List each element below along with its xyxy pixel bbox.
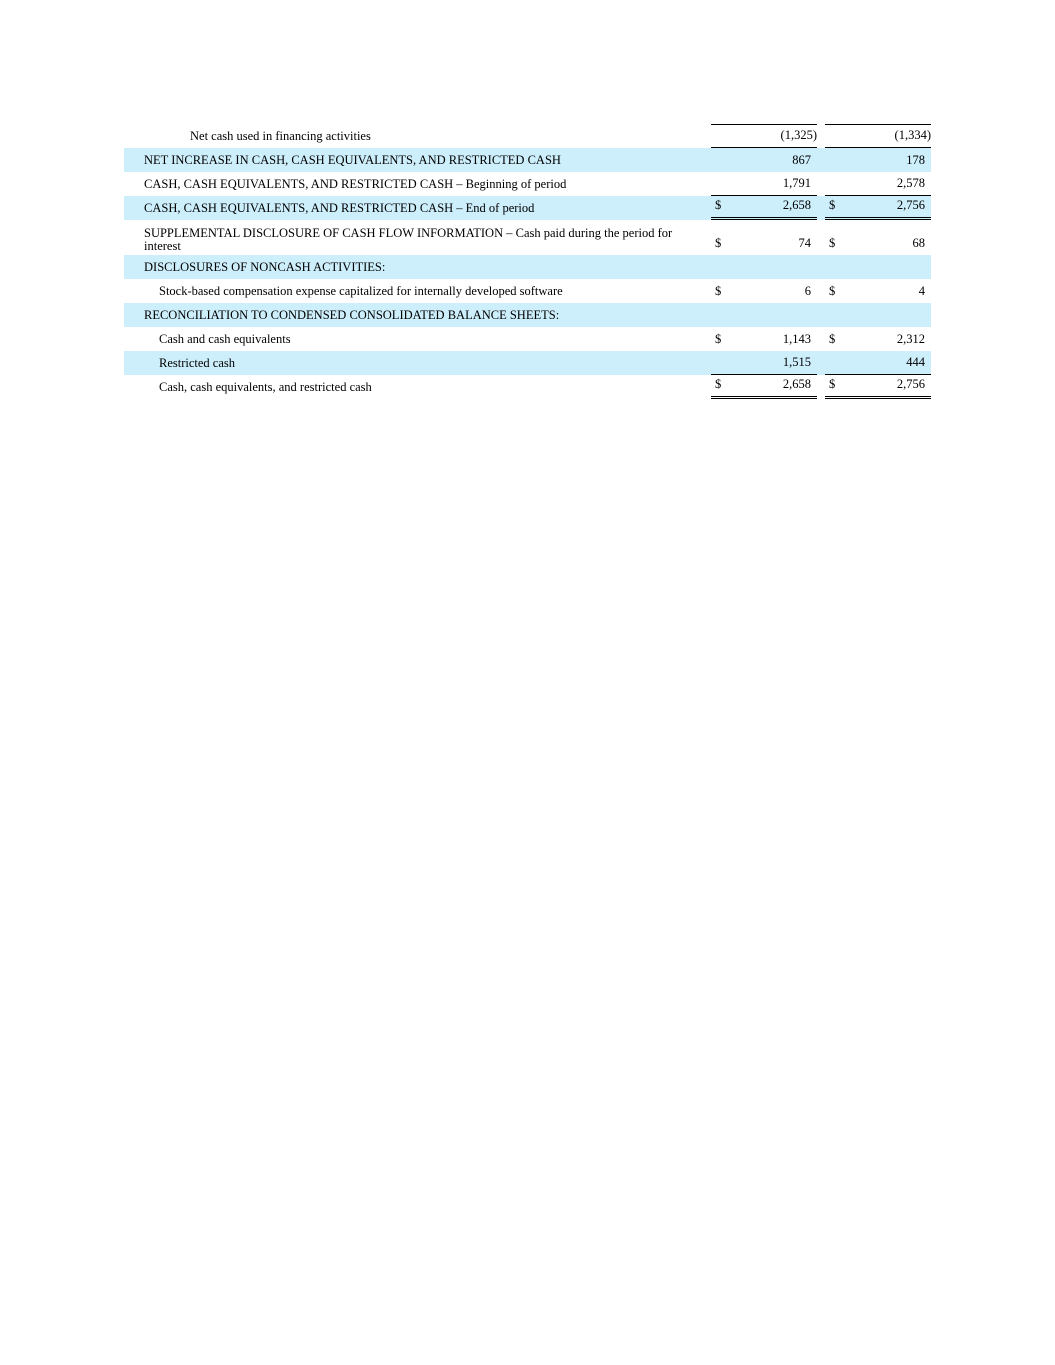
table-row-beginning-of-period: [124, 172, 931, 196]
table-row-net-increase: [124, 148, 931, 172]
row-label: Restricted cash: [159, 356, 236, 370]
table-row-total-cash: [124, 375, 931, 399]
row-value: 2,658: [782, 198, 811, 212]
row-value: 444: [906, 355, 925, 369]
value-cell-current: [711, 196, 817, 220]
currency-symbol: $: [829, 377, 836, 391]
value-cell-prior: [825, 172, 931, 196]
value-cell-current: [711, 279, 817, 303]
currency-symbol: $: [715, 198, 722, 212]
currency-symbol: $: [829, 284, 836, 298]
row-value: 1,143: [782, 332, 811, 346]
row-label: CASH, CASH EQUIVALENTS, AND RESTRICTED CASH – End of period: [144, 201, 535, 215]
value-cell-current: [711, 172, 817, 196]
row-value: 4: [918, 284, 925, 298]
table-row-end-of-period: [124, 196, 931, 220]
table-row-noncash-header: [124, 255, 931, 279]
value-cell-prior: [825, 124, 931, 148]
row-value: 6: [804, 284, 811, 298]
currency-symbol: $: [715, 284, 722, 298]
row-value: 68: [912, 236, 925, 250]
currency-symbol: $: [829, 332, 836, 346]
value-cell-prior: [825, 327, 931, 351]
currency-symbol: $: [829, 236, 836, 250]
value-cell-current: [711, 220, 817, 255]
row-value: (1,325): [780, 128, 817, 142]
table-row-stock-comp-capitalized: [124, 279, 931, 303]
table-row-restricted-cash: [124, 351, 931, 375]
value-cell-current: [711, 327, 817, 351]
row-label: Stock-based compensation expense capitalized for internally developed software: [159, 284, 563, 298]
row-label: CASH, CASH EQUIVALENTS, AND RESTRICTED CASH – Beginning of period: [144, 177, 567, 191]
value-cell-prior: [825, 375, 931, 399]
value-cell-prior: [825, 220, 931, 255]
row-label: Cash and cash equivalents: [159, 332, 291, 346]
row-label: NET INCREASE IN CASH, CASH EQUIVALENTS, AND RESTRICTED CASH: [144, 153, 561, 167]
section-heading: DISCLOSURES OF NONCASH ACTIVITIES:: [144, 260, 386, 274]
table-row-cash-equivalents: [124, 327, 931, 351]
row-value: 74: [798, 236, 811, 250]
currency-symbol: $: [715, 236, 722, 250]
value-cell-current: [711, 124, 817, 148]
row-label: SUPPLEMENTAL DISCLOSURE OF CASH FLOW INFORMATION – Cash paid during the period for interest: [144, 226, 673, 253]
row-value: 2,756: [896, 198, 925, 212]
row-value: 1,515: [782, 355, 811, 369]
row-value: 178: [906, 153, 925, 167]
row-label: Cash, cash equivalents, and restricted cash: [159, 380, 372, 394]
row-label: Net cash used in financing activities: [190, 129, 371, 143]
value-cell-current: [711, 148, 817, 172]
row-value: 2,578: [896, 176, 925, 190]
row-value: 1,791: [782, 176, 811, 190]
value-cell-prior: [825, 279, 931, 303]
row-value: 2,658: [782, 377, 811, 391]
value-cell-current: [711, 351, 817, 375]
table-row-net-cash-financing: [124, 124, 931, 148]
cash-flow-table: [124, 124, 931, 399]
row-value: 2,756: [896, 377, 925, 391]
table-row-supplemental-interest: [124, 220, 931, 255]
value-cell-prior: [825, 148, 931, 172]
table-row-reconciliation-header: [124, 303, 931, 327]
currency-symbol: $: [829, 198, 836, 212]
currency-symbol: $: [715, 377, 722, 391]
value-cell-current: [711, 375, 817, 399]
row-value: 2,312: [896, 332, 925, 346]
value-cell-prior: [825, 196, 931, 220]
section-heading: RECONCILIATION TO CONDENSED CONSOLIDATED BALANCE SHEETS:: [144, 308, 560, 322]
currency-symbol: $: [715, 332, 722, 346]
value-cell-prior: [825, 351, 931, 375]
row-value: 867: [792, 153, 811, 167]
row-value: (1,334): [894, 128, 931, 142]
